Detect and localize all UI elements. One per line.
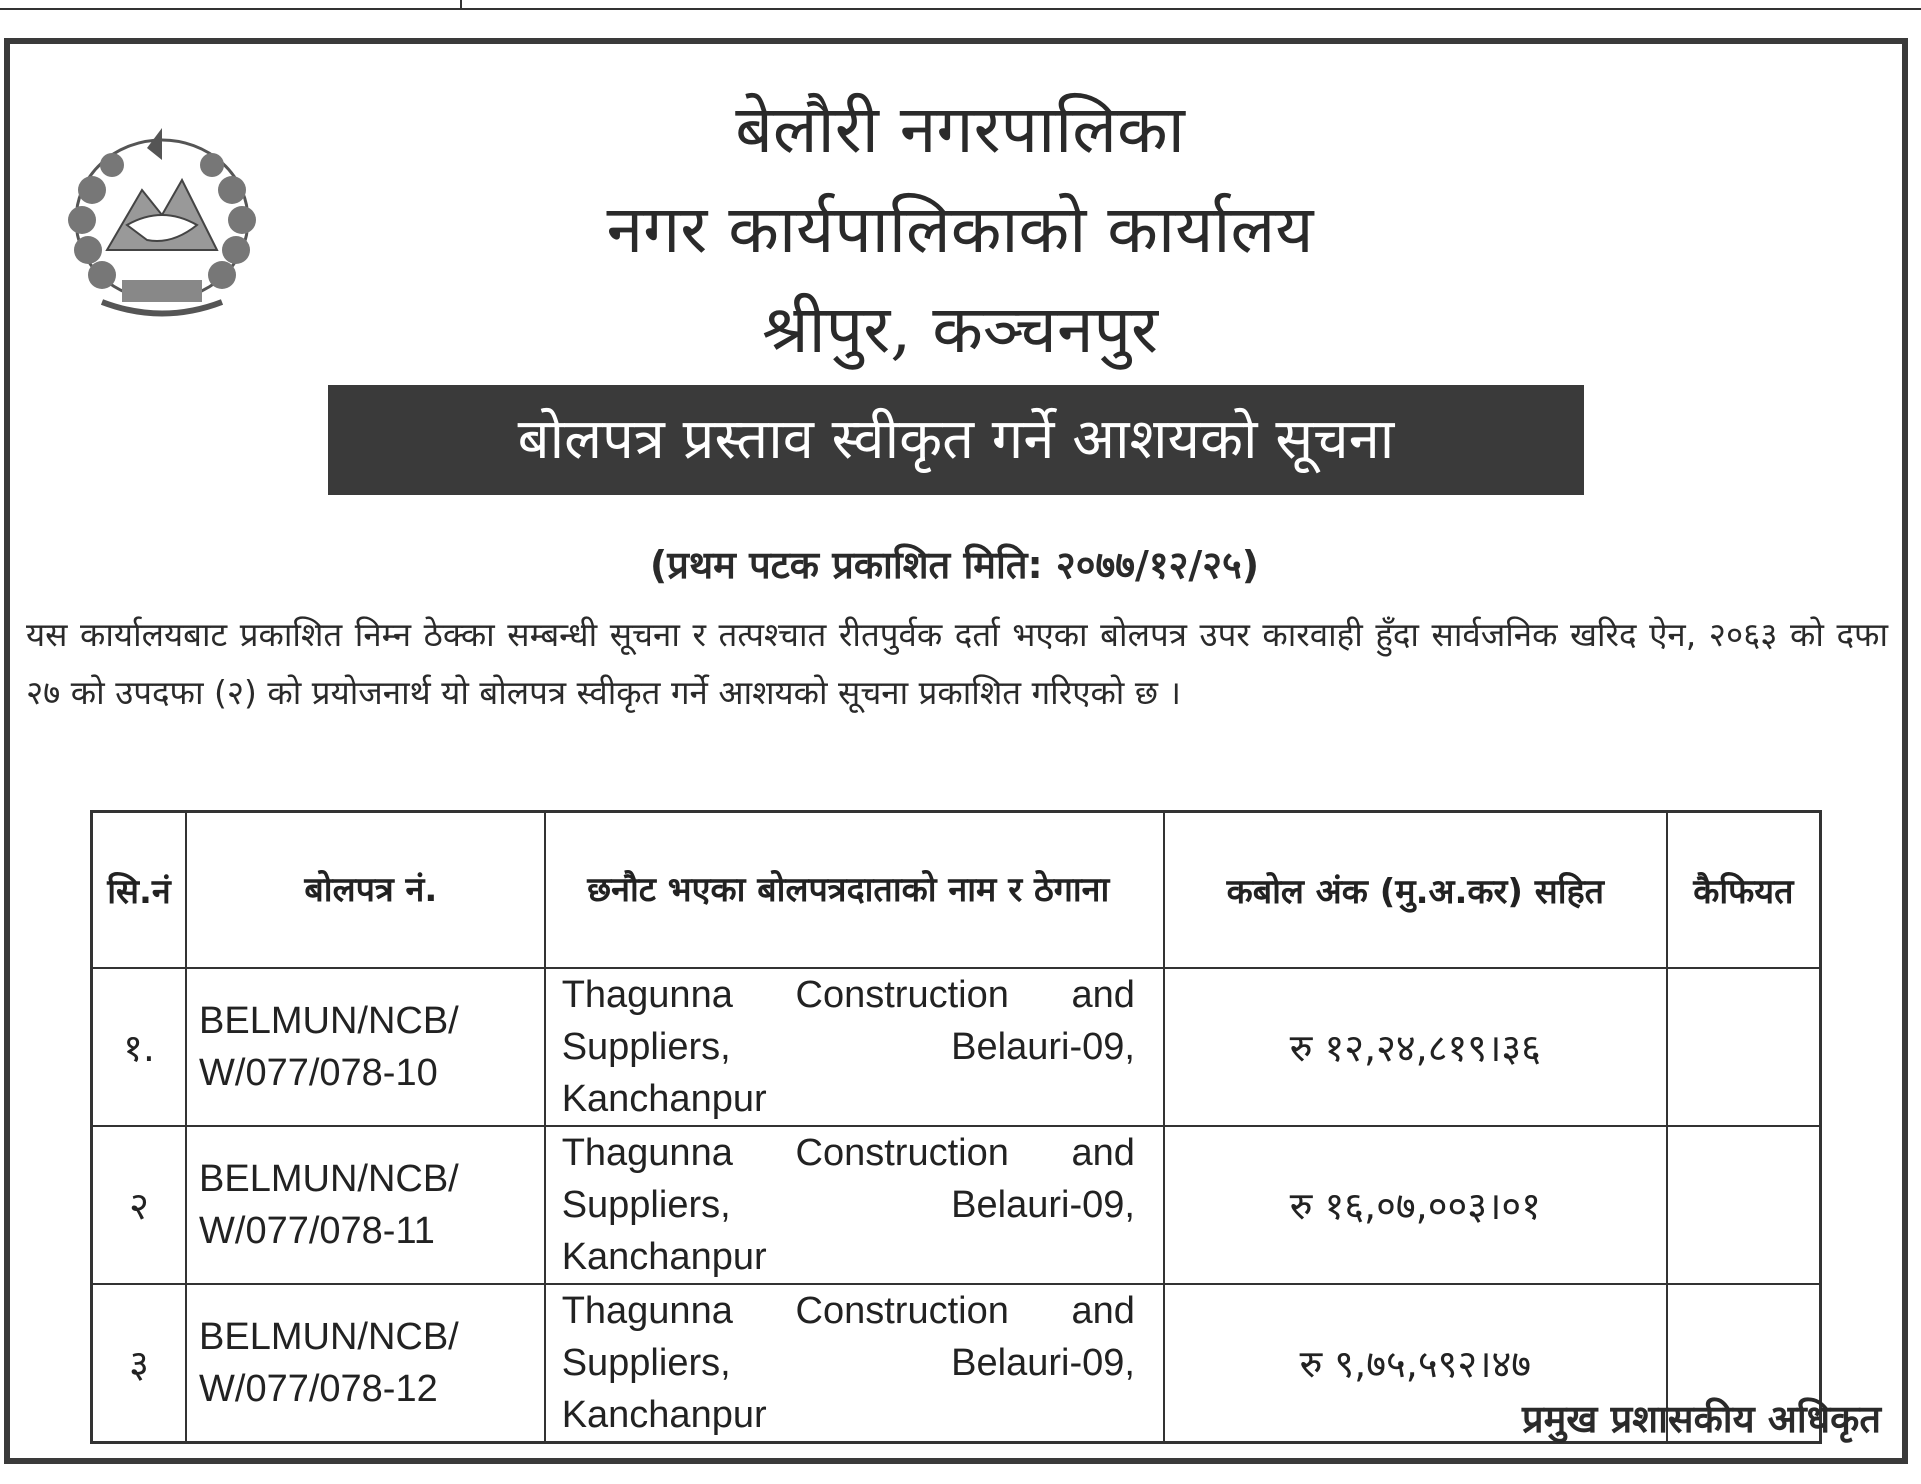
office-name: नगर कार्यपालिकाको कार्यालय (606, 191, 1314, 268)
cell-serial: २ (92, 1126, 187, 1284)
cell-remarks (1667, 1126, 1821, 1284)
col-header-remarks: कैफियत (1667, 812, 1821, 969)
top-rule-tick (460, 0, 462, 10)
table-header-row (92, 812, 1821, 969)
published-date: (प्रथम पटक प्रकाशित मिति: २०७७/१२/२५) (649, 543, 1260, 587)
cell-bidder: Thagunna Construction and Suppliers, Belauri-09, Kanchanpur (545, 968, 1164, 1126)
table-row (92, 968, 1821, 1126)
col-header-amount: कबोल अंक (मु.अ.कर) सहित (1164, 812, 1667, 969)
cell-amount: रु १२,२४,८१९।३६ (1164, 968, 1667, 1126)
office-header (280, 80, 1640, 380)
col-header-serial: सि.नं (92, 812, 187, 969)
municipality-name: बेलौरी नगरपालिका (735, 91, 1185, 168)
cell-bid-no: BELMUN/NCB/ W/077/078-12 (186, 1284, 545, 1443)
col-header-bid-no: बोलपत्र नं. (186, 812, 545, 969)
cell-bid-no: BELMUN/NCB/ W/077/078-11 (186, 1126, 545, 1284)
cell-remarks (1667, 968, 1821, 1126)
cell-serial: १. (92, 968, 187, 1126)
top-rule (0, 8, 1921, 10)
notice-title: बोलपत्र प्रस्ताव स्वीकृत गर्ने आशयको सूचना (328, 385, 1584, 495)
table-row (92, 1126, 1821, 1284)
cell-amount: रु १६,०७,००३।०१ (1164, 1126, 1667, 1284)
cell-serial: ३ (92, 1284, 187, 1443)
cell-amount: रु ९,७५,५९२।४७ (1164, 1284, 1667, 1443)
bid-table (90, 810, 1822, 1444)
cell-bidder: Thagunna Construction and Suppliers, Belauri-09, Kanchanpur (545, 1284, 1164, 1443)
nepal-government-emblem-icon (52, 120, 272, 330)
cell-bid-no: BELMUN/NCB/ W/077/078-10 (186, 968, 545, 1126)
cell-bidder: Thagunna Construction and Suppliers, Belauri-09, Kanchanpur (545, 1126, 1164, 1284)
signatory-title: प्रमुख प्रशासकीय अधिकृत (1521, 1397, 1881, 1441)
col-header-bidder: छनौट भएका बोलपत्रदाताको नाम र ठेगाना (545, 812, 1164, 969)
office-address: श्रीपुर, कञ्चनपुर (761, 291, 1159, 368)
notice-body: यस कार्यालयबाट प्रकाशित निम्न ठेक्का सम्बन्धी सूचना र तत्पश्चात रीतपुर्वक दर्ता भएका बोलपत्र उपर कारवाही हुँदा सार्वजनिक खरिद ऐन, २०६३ को दफा २७ को उपदफा (२) को प्रयोजनार्थ यो बोलपत्र स्वीकृत गर्ने आशयको सूचना प्रकाशित गरिएको छ । (26, 615, 1888, 712)
